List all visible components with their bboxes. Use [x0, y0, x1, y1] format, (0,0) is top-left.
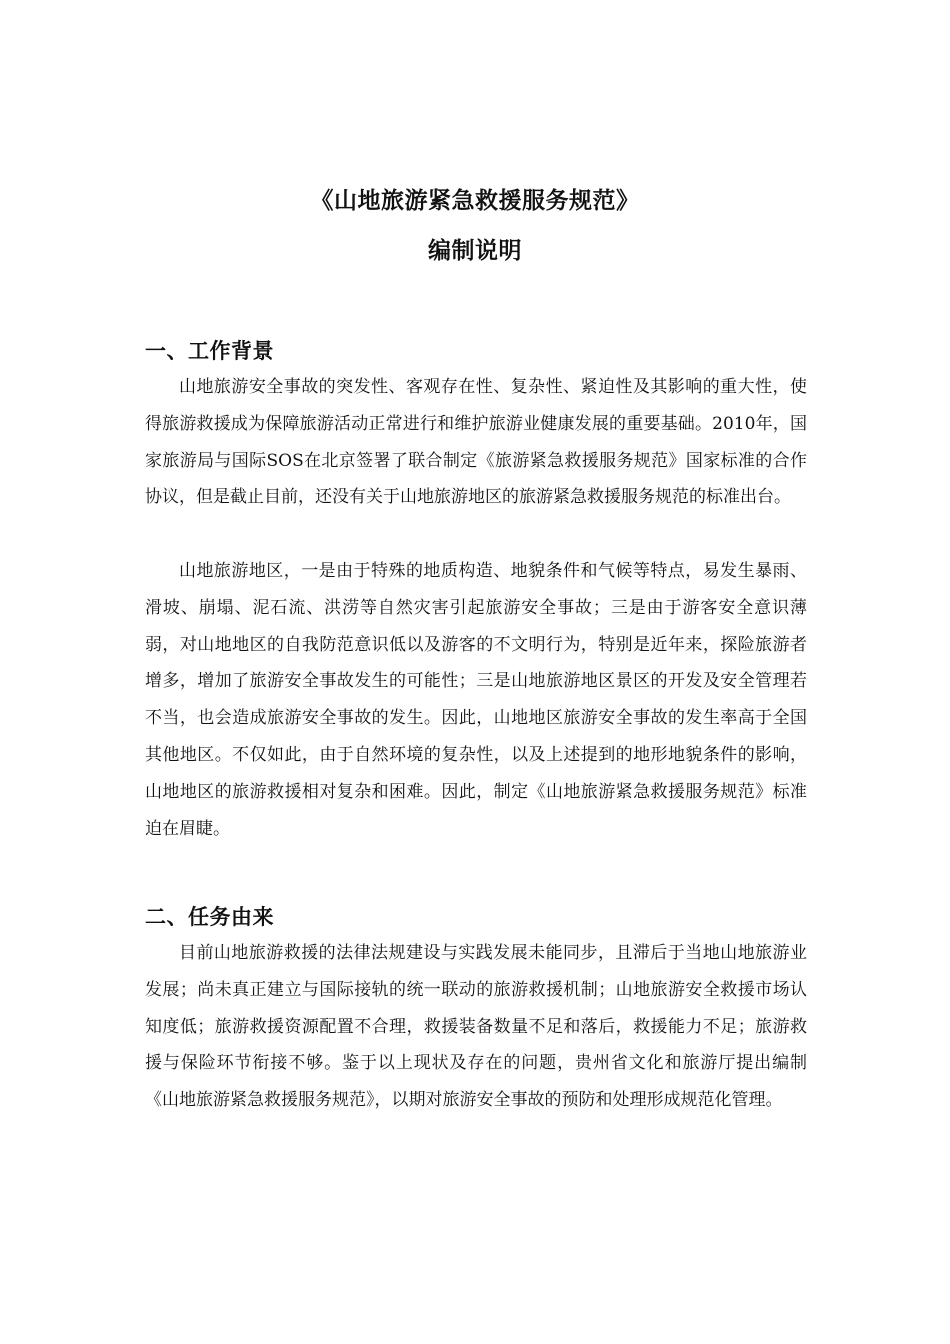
section-heading-background: 一、工作背景 — [145, 339, 274, 363]
section-heading-task-origin: 二、任务由来 — [145, 905, 274, 929]
document-subtitle: 编制说明 — [428, 238, 522, 264]
section-paragraph: 山地旅游地区，一是由于特殊的地质构造、地貌条件和气候等特点，易发生暴雨、滑坡、崩塌、泥石流、洪涝等自然灾害引起旅游安全事故；三是由于游客安全意识薄弱，对山地地区的自我防范意识低以及游客的不文明行为，特别是近年来，探险旅游者增多，增加了旅游安全事故发生的可能性；三是山地旅游地区景区的开发及安全管理若不当，也会造成旅游安全事故的发生。因此，山地地区旅游安全事故的发生率高于全国其他地区。不仅如此，由于自然环境的复杂性，以及上述提到的地形地貌条件的影响，山地地区的旅游救援相对复杂和困难。因此，制定《山地旅游紧急救援服务规范》标准迫在眉睫。 — [145, 561, 807, 839]
section-paragraph: 目前山地旅游救援的法律法规建设与实践发展未能同步，且滞后于当地山地旅游业发展；尚未真正建立与国际接轨的统一联动的旅游救援机制；山地旅游安全救援市场认知度低；旅游救援资源配置不合理，救援装备数量不足和落后，救援能力不足；旅游救援与保险环节衔接不够。鉴于以上现状及存在的问题，贵州省文化和旅游厅提出编制《山地旅游紧急救援服务规范》，以期对旅游安全事故的预防和处理形成规范化管理。 — [145, 943, 807, 1111]
document-title: 《山地旅游紧急救援服务规范》 — [310, 188, 640, 214]
section-paragraph: 山地旅游安全事故的突发性、客观存在性、复杂性、紧迫性及其影响的重大性，使得旅游救援成为保障旅游活动正常进行和维护旅游业健康发展的重要基础。2010年，国家旅游局与国际SOS在北京签署了联合制定《旅游紧急救援服务规范》国家标准的合作协议，但是截止目前，还没有关于山地旅游地区的旅游紧急救援服务规范的标准出台。 — [145, 377, 807, 508]
